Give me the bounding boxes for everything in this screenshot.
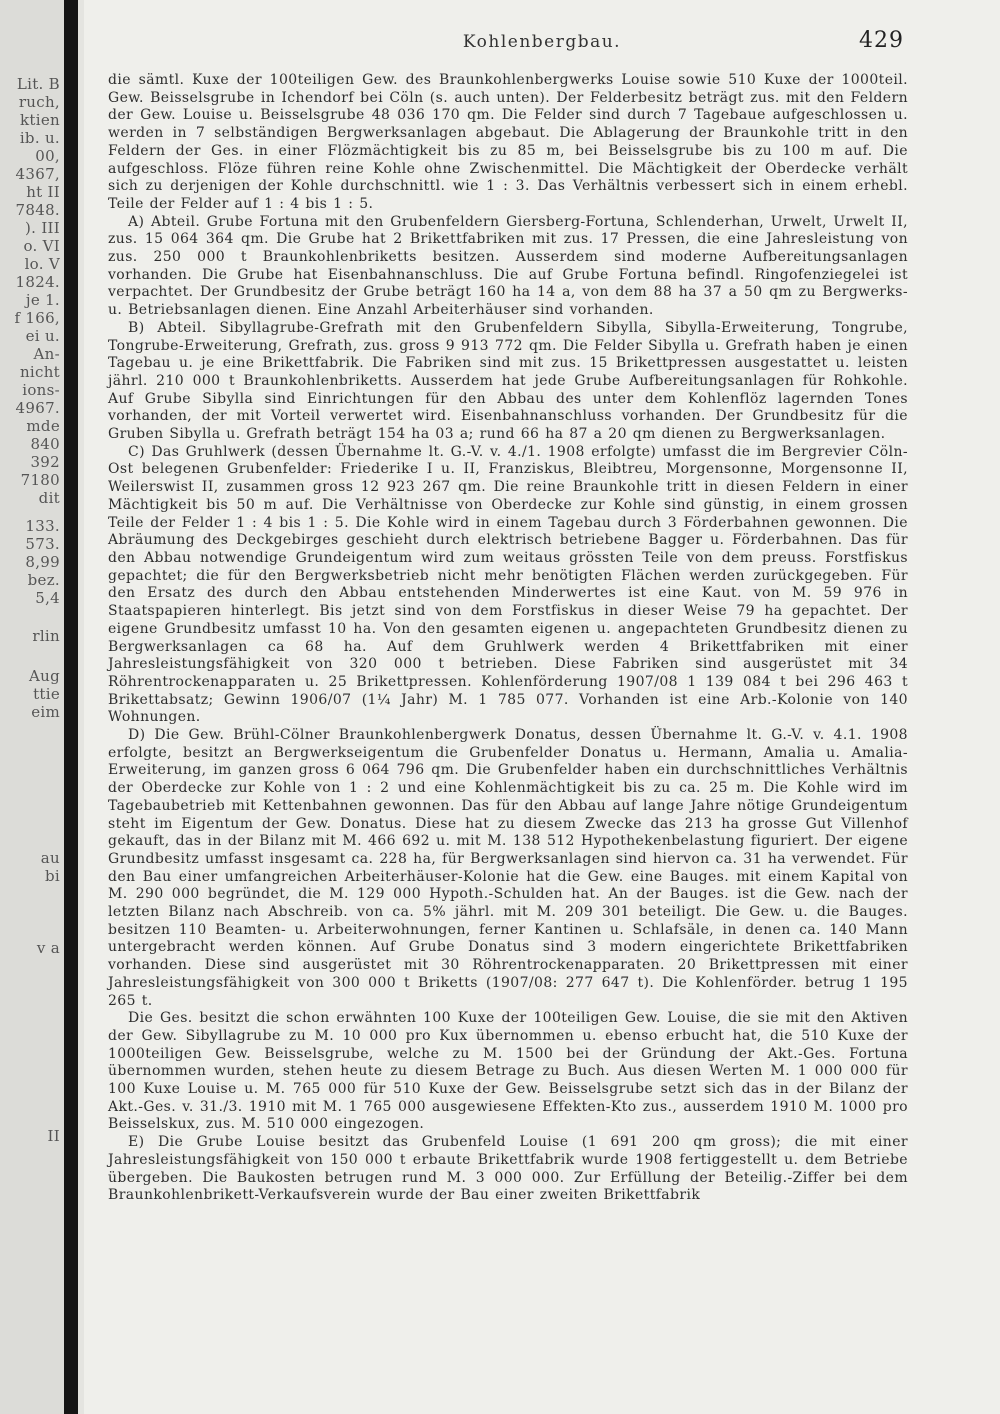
margin-fragment: f 166, [14, 309, 60, 327]
margin-fragment: ib. u. [19, 129, 60, 147]
margin-fragment: 8,99 [25, 553, 60, 571]
margin-fragment: v a [36, 939, 60, 957]
adjacent-page-margin [0, 0, 64, 1414]
paragraph: D) Die Gew. Brühl-Cölner Braunkohlenbergwerk Donatus, dessen Übernahme lt. G.-V. v. 4.1. 1908 erfolgte, besitzt an Bergwerkseigentum die Grubenfelder Donatus u. Hermann, Amalia u. Amalia-Erweiterung, im ganzen gross 6 064 796 qm. Die Grubenfelder haben ein durchschnittliches Verhältnis der Oberdecke zur Kohle von 1 : 2 und eine Kohlenmächtigkeit bis zu ca. 25 m. Die Kohle wird im Tagebaubetrieb mit Kettenbahnen gewonnen. Das für den Abbau auf lange Jahre nötige Grundeigentum steht im Eigentum der Gew. Donatus. Diese hat zu diesem Zwecke das 213 ha grosse Gut Villenhof gekauft, das in der Bilanz mit M. 466 692 u. mit M. 138 512 Hypothekenbelastung figuriert. Der eigene Grundbesitz umfasst insgesamt ca. 228 ha, für Bergwerksanlagen sind hiervon ca. 31 ha verwendet. Für den Bau einer umfangreichen Arbeiterhäuser-Kolonie hat die Gew. eine Bauges. mit einem Kapital von M. 290 000 begründet, die M. 129 000 Hypoth.-Schulden hat. An der Bauges. ist die Gew. nach der letzten Bilanz nach Abschreib. von ca. 5% jährl. mit M. 209 301 beteiligt. Die Gew. u. die Bauges. besitzen 110 Beamten- u. Arbeiterwohnungen, ferner Kantinen u. Schlafsäle, in denen ca. 140 Mann untergebracht werden können. Auf Grube Donatus sind 3 modern eingerichtete Brikettfabriken vorhanden. Diese sind ausgerüstet mit 30 Röhrentrockenapparaten. 20 Brikettpressen mit einer Jahresleistungsfähigkeit von 300 000 t Briketts (1907/08: 277 647 t). Die Kohlenförder. betrug 1 195 265 t. [108, 727, 908, 1009]
margin-fragment: 00, [35, 147, 60, 165]
margin-fragment: au [40, 849, 60, 867]
margin-fragment: 392 [30, 453, 60, 471]
margin-fragment: ei u. [25, 327, 60, 345]
margin-fragment: 1824. [15, 273, 60, 291]
margin-fragment: o. VI [23, 237, 60, 255]
margin-fragment: bi [45, 867, 60, 885]
margin-fragment: 573. [25, 535, 60, 553]
margin-fragment: ruch, [18, 93, 60, 111]
margin-fragment: ktien [20, 111, 60, 129]
margin-fragment: 4967. [15, 399, 60, 417]
paragraph: C) Das Gruhlwerk (dessen Übernahme lt. G.-V. v. 4./1. 1908 erfolgte) umfasst die im Bergrevier Cöln-Ost belegenen Grubenfelder: Friederike I u. II, Franziskus, Bleibtreu, Morgensonne, Morgensonne II, Weilerswist II, zusammen gross 12 923 267 qm. Die reine Braunkohle tritt in diesen Feldern in einer Mächtigkeit bis 50 m auf. Die Verhältnisse von Oberdecke zur Kohle sind günstig, in einem grossen Teile der Felder 1 : 4 bis 1 : 5. Die Kohle wird in einem Tagebau durch 3 Förderbahnen gewonnen. Die Abräumung des Deckgebirges geschieht durch elektrisch betriebene Bagger u. Förderbahnen. Das für den Abbau notwendige Grundeigentum wird zum weitaus grössten Teile von dem preuss. Forstfiskus gepachtet; die für den Bergwerksbetrieb nicht mehr benötigten Flächen werden zurückgegeben. Für den Ersatz des durch den Abbau entstehenden Minderwertes ist eine Kaut. von M. 59 976 in Staatspapieren hinterlegt. Bis jetzt sind von dem Forstfiskus in dieser Weise 79 ha gepachtet. Der eigene Grundbesitz umfasst 10 ha. Von den gesamten eigenen u. angepachteten Grundbesitz dienen zu Bergwerksanlagen ca 68 ha. Auf dem Gruhlwerk werden 4 Brikettfabriken mit einer Jahresleistungsfähigkeit von 320 000 t betrieben. Diese Fabriken sind ausgerüstet mit 34 Röhrentrockenapparaten u. 25 Brikettpressen. Kohlenförderung 1907/08 1 139 084 t bei 296 463 t Brikettabsatz; Gewinn 1906/07 (1¼ Jahr) M. 1 785 077. Vorhanden ist eine Arb.-Kolonie von 140 Wohnungen. [108, 443, 908, 726]
page-number: 429 [859, 28, 904, 53]
margin-fragment: rlin [32, 627, 60, 645]
margin-fragment: je 1. [25, 291, 60, 309]
margin-fragment: Aug [29, 667, 60, 685]
margin-fragment: 7848. [15, 201, 60, 219]
paragraph: E) Die Grube Louise besitzt das Grubenfeld Louise (1 691 200 qm gross); die mit einer Jahresleistungsfähigkeit von 150 000 t erbaute Brikettfabrik wurde 1908 fertiggestellt u. dem Betriebe übergeben. Die Baukosten betrugen rund M. 3 000 000. Zur Erfüllung der Beteilig.-Ziffer bei dem Braunkohlenbrikett-Verkaufsverein wurde der Bau einer zweiten Brikettfabrik [108, 1134, 908, 1204]
margin-fragment: 7180 [20, 471, 60, 489]
margin-fragment: bez. [27, 571, 60, 589]
paragraph: B) Abteil. Sibyllagrube-Grefrath mit den Grubenfeldern Sibylla, Sibylla-Erweiterung, Tongrube, Tongrube-Erweiterung, Grefrath, zus. gross 9 913 772 qm. Die Felder Sibylla u. Grefrath haben je einen Tagebau u. je eine Brikettfabrik. Die Fabriken sind mit zus. 15 Brikettpressen ausgestattet u. leisten jährl. 210 000 t Braunkohlenbriketts. Ausserdem hat jede Grube Aufbereitungsanlagen für Rohkohle. Auf Grube Sibylla sind Einrichtungen für den Abbau des unter dem Kohlenflöz lagernden Tones vorhanden, der mit Vorteil verwertet wird. Eisenbahnanschluss vorhanden. Der Grundbesitz für die Gruben Sibylla u. Grefrath beträgt 154 ha 03 a; rund 66 ha 87 a 20 qm dienen zu Bergwerksanlagen. [108, 319, 908, 443]
margin-fragment: 133. [25, 517, 60, 535]
margin-fragment: lo. V [24, 255, 60, 273]
body-text [108, 72, 908, 1205]
paragraph: die sämtl. Kuxe der 100teiligen Gew. des Braunkohlenbergwerks Louise sowie 510 Kuxe der 1000teil. Gew. Beisselsgrube in Ichendorf bei Cöln (s. auch unten). Der Felderbesitz beträgt zus. mit den Feldern der Gew. Louise u. Beisselsgrube 48 036 170 qm. Die Felder sind durch 7 Tagebaue aufgeschlossen u. werden in 7 selbständigen Bergwerksanlagen abgebaut. Die Ablagerung der Braunkohle tritt in den Feldern der Ges. in einer Flözmächtigkeit bis zu 85 m, bei Beisselsgrube bis zu 100 m auf. Die aufgeschloss. Flöze führen reine Kohle ohne Zwischenmittel. Die Mächtigkeit der Oberdecke verhält sich zu derjenigen der Kohle durchschnittl. wie 1 : 3. Das Verhältnis verbessert sich in einem erhebl. Teile der Felder auf 1 : 4 bis 1 : 5. [108, 72, 908, 212]
margin-fragment: 4367, [15, 165, 60, 183]
running-title: Kohlenbergbau. [462, 32, 622, 52]
margin-fragment: ions- [22, 381, 60, 399]
margin-fragment: mde [26, 417, 60, 435]
margin-fragment: 840 [30, 435, 60, 453]
margin-fragment: ht II [26, 183, 60, 201]
margin-fragment: Lit. B [16, 75, 60, 93]
page-header [84, 28, 1000, 58]
margin-fragment: eim [31, 703, 60, 721]
paragraph: A) Abteil. Grube Fortuna mit den Grubenfeldern Giersberg-Fortuna, Schlenderhan, Urwelt, Urwelt II, zus. 15 064 364 qm. Die Grube hat 2 Brikettfabriken mit zus. 17 Pressen, die eine Jahresleistung von zus. 250 000 t Braunkohlenbriketts besitzen. Ausserdem sind moderne Aufbereitungsanlagen vorhanden. Die Grube hat Eisenbahnanschluss. Die auf Grube Fortuna befindl. Ringofenziegelei ist verpachtet. Der Grundbesitz der Grube beträgt 160 ha 14 a, von dem 88 ha 37 a 50 qm zu Bergwerks- u. Betriebsanlagen dienen. Eine Anzahl Arbeiterhäuser sind vorhanden. [108, 213, 908, 319]
margin-fragment: nicht [19, 363, 60, 381]
margin-fragment: dit [38, 489, 60, 507]
margin-fragment: 5,4 [35, 589, 60, 607]
paragraph: Die Ges. besitzt die schon erwähnten 100 Kuxe der 100teiligen Gew. Louise, die sie mit den Aktiven der Gew. Sibyllagrube zu M. 10 000 pro Kux übernommen u. ebenso erbucht hat, die 510 Kuxe der 1000teiligen Gew. Beisselsgrube, welche zu M. 1500 bei der Gründung der Akt.-Ges. Fortuna übernommen wurden, stehen heute zu diesem Betrage zu Buch. Aus diesen Werten M. 1 000 000 für 100 Kuxe Louise u. M. 765 000 für 510 Kuxe der Gew. Beisselsgrube setzt sich das in der Bilanz der Akt.-Ges. v. 31./3. 1910 mit M. 1 765 000 ausgewiesene Effekten-Kto zus., ausserdem 1910 M. 1000 pro Beisselskux, zus. M. 510 000 eingezogen. [108, 1010, 908, 1133]
book-page [84, 0, 1000, 1414]
margin-fragment: An- [33, 345, 60, 363]
binding-gutter [64, 0, 78, 1414]
margin-fragment: ttie [33, 685, 60, 703]
margin-fragment: ). III [25, 219, 60, 237]
margin-fragment: II [47, 1127, 60, 1145]
